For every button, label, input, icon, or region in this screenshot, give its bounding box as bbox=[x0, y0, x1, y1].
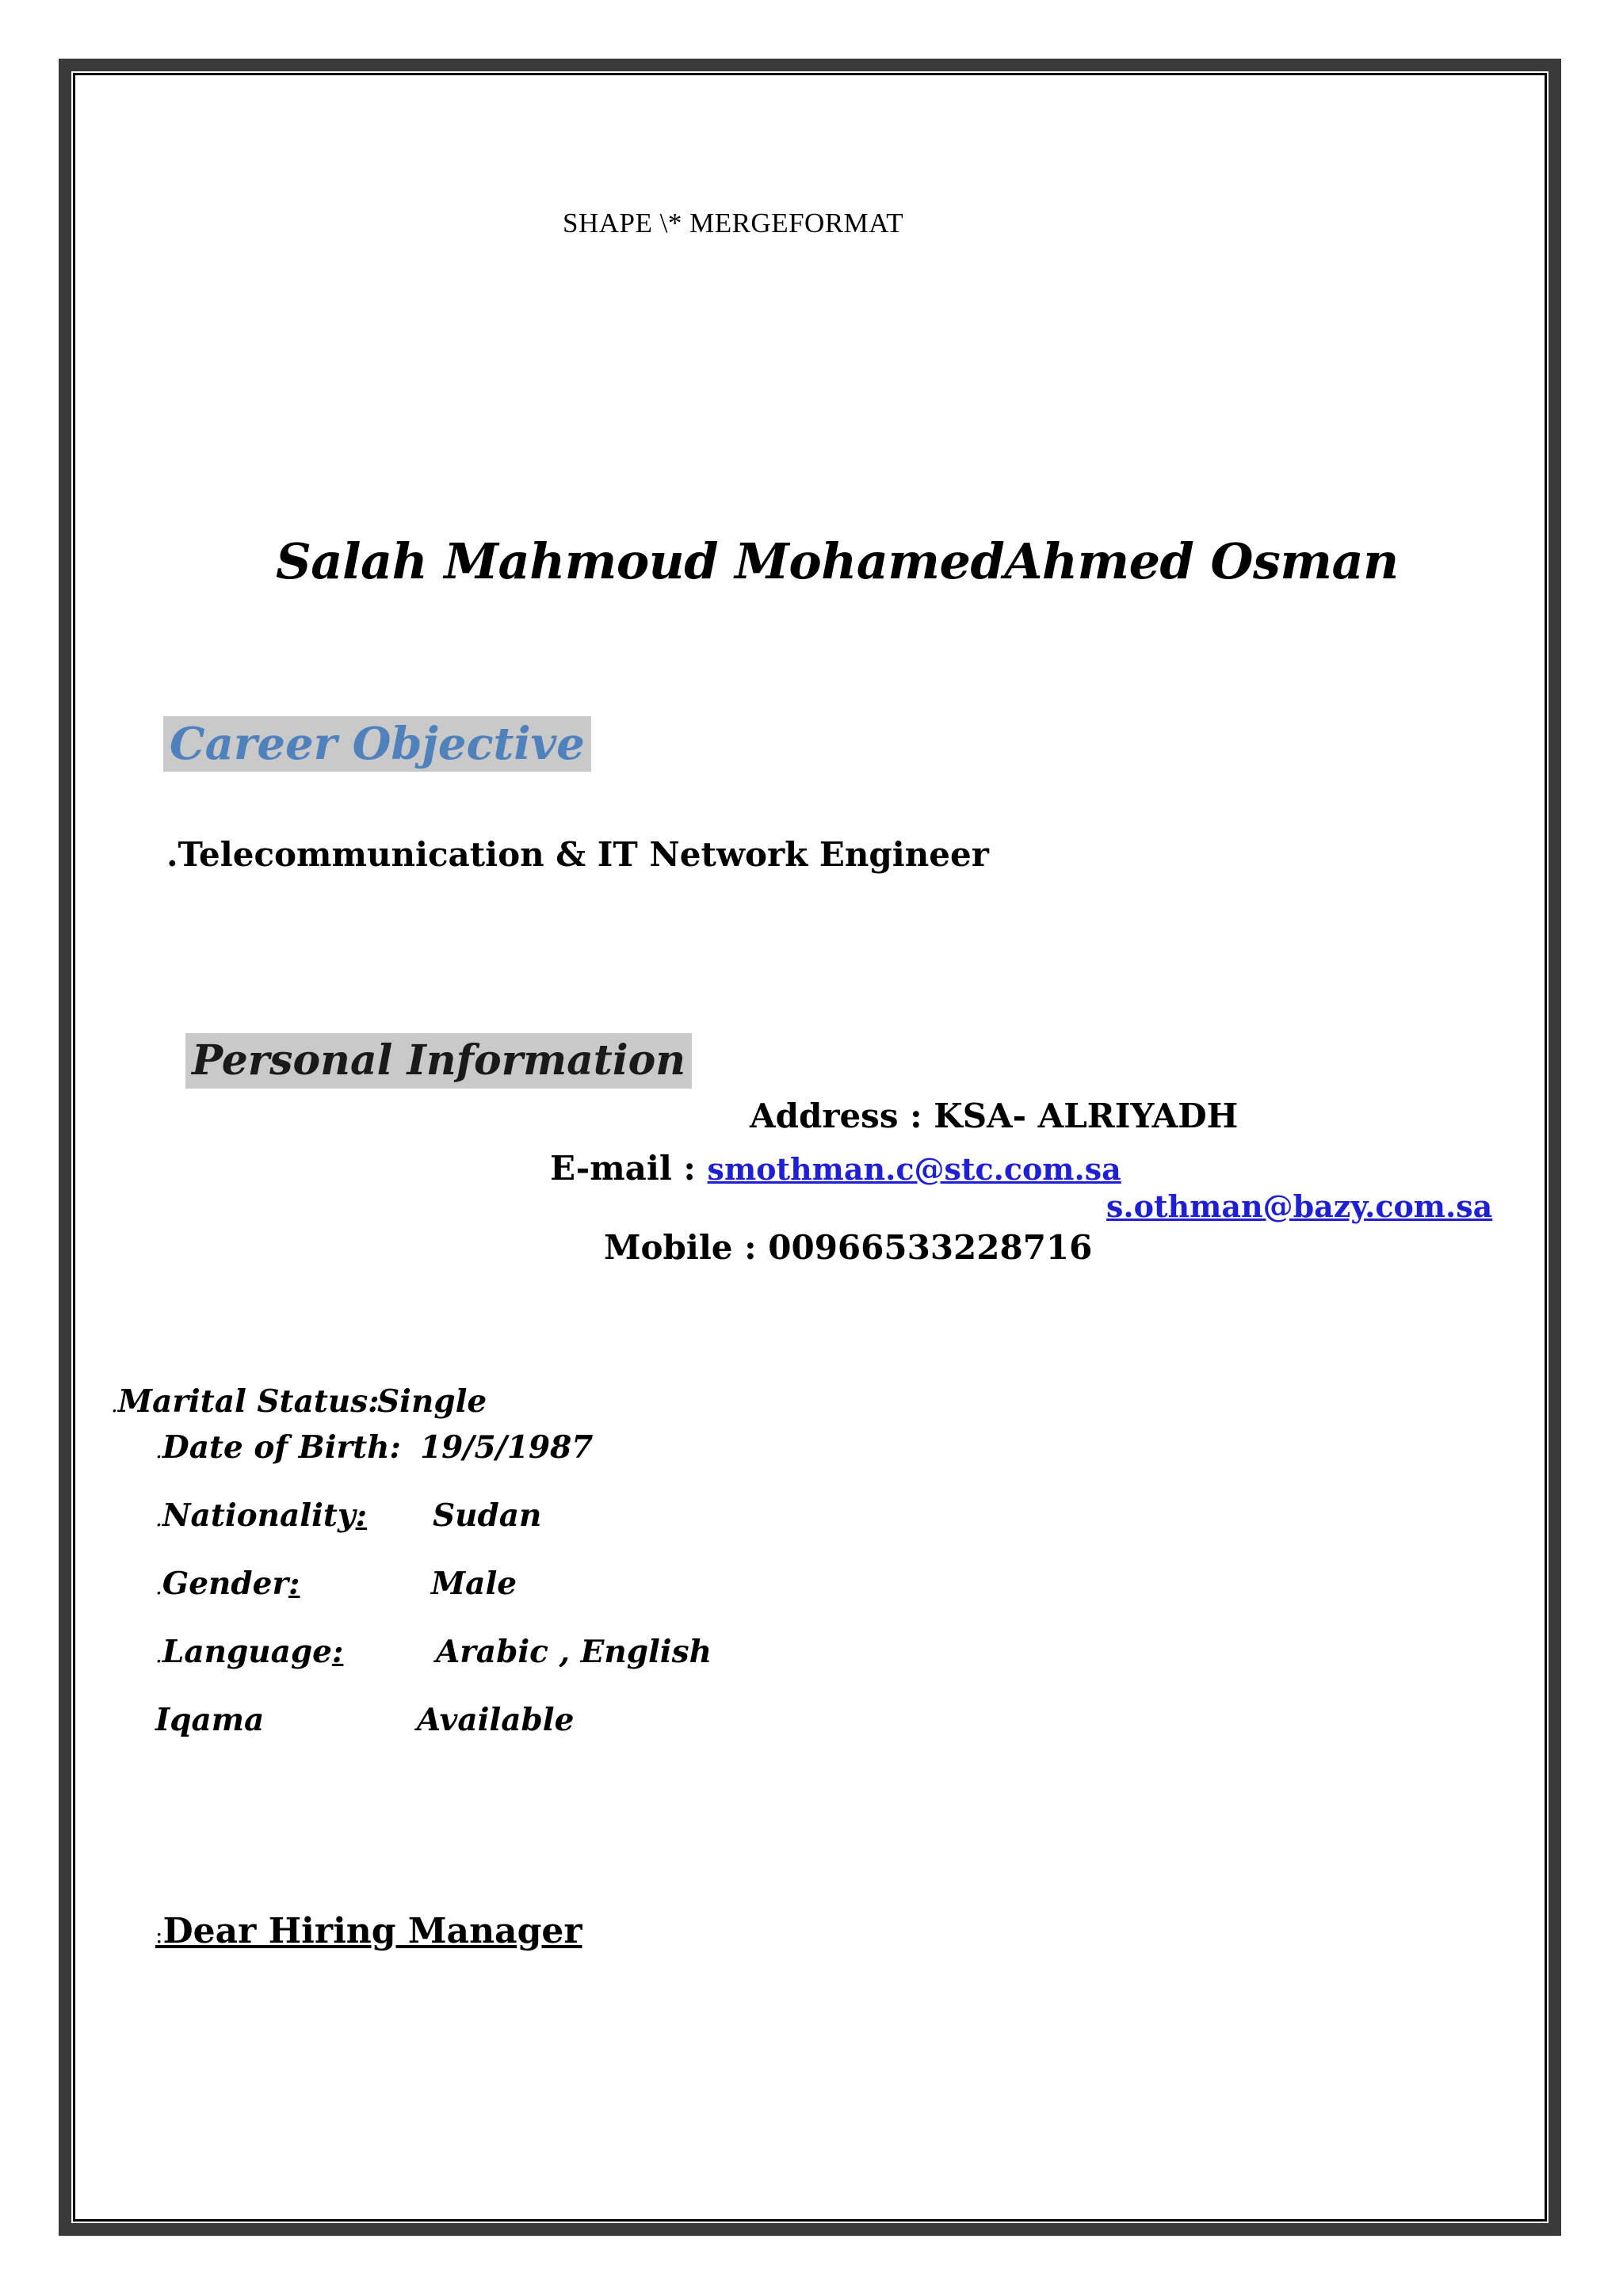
date-of-birth-value: 19/5/1987 bbox=[420, 1429, 594, 1466]
colon: : bbox=[331, 1634, 344, 1670]
salutation bbox=[155, 1911, 582, 1951]
nationality-label: Nationality bbox=[162, 1497, 356, 1534]
marital-status-label: Marital Status: bbox=[117, 1383, 380, 1420]
bullet-dot: . bbox=[155, 1642, 162, 1668]
salutation-text: Dear Hiring Manager bbox=[162, 1911, 582, 1951]
gender-row bbox=[155, 1566, 517, 1602]
date-of-birth-row bbox=[155, 1429, 594, 1466]
bullet-dot: . bbox=[111, 1391, 118, 1417]
bullet-dot: . bbox=[155, 1437, 162, 1463]
nationality-row bbox=[155, 1497, 542, 1534]
email-secondary-link[interactable]: s.othman@bazy.com.sa bbox=[1106, 1188, 1493, 1224]
mobile-line: Mobile : 00966533228716 bbox=[604, 1228, 1093, 1267]
nationality-value: Sudan bbox=[433, 1497, 542, 1534]
email-label: E-mail : bbox=[550, 1149, 708, 1188]
colon: : bbox=[355, 1497, 368, 1534]
career-objective-text: .Telecommunication & IT Network Engineer bbox=[166, 835, 989, 874]
iqama-row bbox=[155, 1702, 575, 1738]
candidate-name: Salah Mahmoud MohamedAhmed Osman bbox=[276, 532, 1399, 590]
language-row bbox=[155, 1634, 712, 1670]
bullet-dot: . bbox=[155, 1573, 162, 1600]
marital-status-row bbox=[111, 1383, 487, 1420]
personal-information-heading: Personal Information bbox=[185, 1033, 692, 1089]
iqama-label: Iqama bbox=[155, 1702, 265, 1738]
email-primary-link[interactable]: smothman.c@stc.com.sa bbox=[707, 1151, 1121, 1187]
page-border bbox=[59, 59, 1561, 2236]
date-of-birth-label: Date of Birth: bbox=[162, 1429, 401, 1466]
bullet-dot: . bbox=[155, 1505, 162, 1531]
language-value: Arabic , English bbox=[436, 1634, 712, 1670]
field-code-text: SHAPE \* MERGEFORMAT bbox=[563, 208, 904, 238]
career-objective-heading: Career Objective bbox=[163, 716, 591, 772]
colon-prefix: : bbox=[155, 1922, 163, 1948]
marital-status-value: Single bbox=[377, 1383, 487, 1420]
address-line: Address : KSA- ALRIYADH bbox=[750, 1097, 1239, 1135]
iqama-value: Available bbox=[417, 1702, 575, 1738]
colon: : bbox=[288, 1566, 300, 1602]
gender-value: Male bbox=[431, 1566, 517, 1602]
email-line bbox=[550, 1149, 1121, 1188]
gender-label: Gender bbox=[162, 1566, 289, 1602]
language-label: Language bbox=[162, 1634, 332, 1670]
